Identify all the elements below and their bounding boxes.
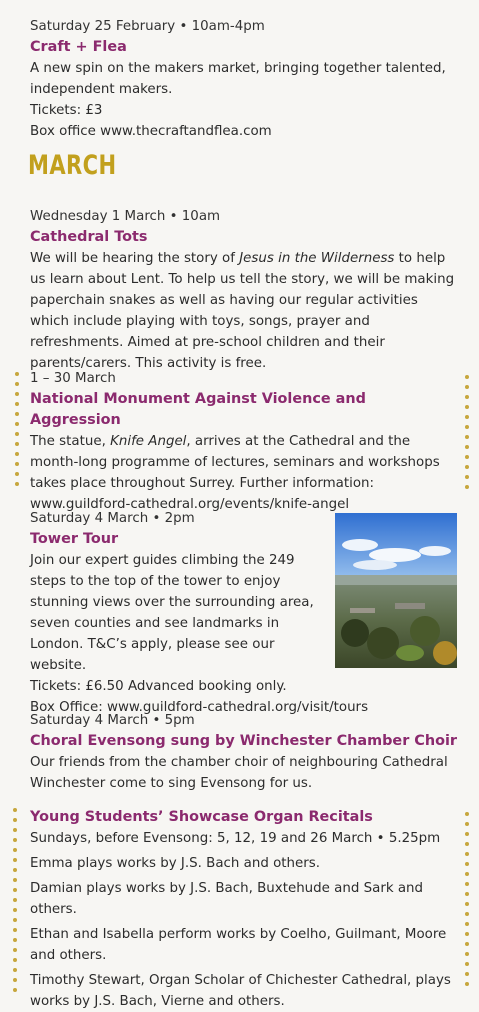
event-craft-flea: [30, 16, 460, 142]
decorative-dots-right: [465, 812, 470, 992]
event-date: 1 – 30 March: [30, 371, 116, 386]
event-description: We will be hearing the story of Jesus in the Wilderness to help us learn about Lent. To help us tell the story, we will be making paperchain snakes as well as having our regular activities which include playing with toys, songs, prayer and refreshments. Aimed at pre-school children and their parents/carers. This activity is free.: [30, 251, 455, 371]
decorative-dots-left: [15, 372, 20, 492]
recital-item: Damian plays works by J.S. Bach, Buxtehude and Sark and others.: [30, 881, 424, 917]
event-date: Saturday 4 March • 2pm: [30, 511, 195, 526]
event-organ-recitals: [30, 807, 460, 1012]
event-tower-tour: [30, 508, 369, 718]
event-tickets: Tickets: £6.50 Advanced booking only.: [30, 679, 287, 694]
event-title: Cathedral Tots: [30, 229, 148, 245]
landscape-image-icon: [335, 513, 457, 668]
tower-view-photo: [335, 513, 457, 668]
event-description: Our friends from the chamber choir of neighbouring Cathedral Winchester come to sing Evensong for us.: [30, 755, 448, 791]
event-title: Tower Tour: [30, 531, 119, 547]
decorative-dots-right: [465, 375, 470, 495]
event-date: Wednesday 1 March • 10am: [30, 209, 221, 224]
event-title: Craft + Flea: [30, 39, 127, 55]
recital-item: Timothy Stewart, Organ Scholar of Chichester Cathedral, plays works by J.S. Bach, Vierne and others.: [30, 973, 451, 1009]
decorative-dots-left: [13, 808, 18, 998]
event-title: Young Students’ Showcase Organ Recitals: [30, 809, 373, 825]
event-date: Saturday 25 February • 10am-4pm: [30, 19, 265, 34]
recital-item: Ethan and Isabella perform works by Coelho, Guilmant, Moore and others.: [30, 927, 447, 963]
event-knife-angel: [30, 368, 460, 515]
event-description: The statue, Knife Angel, arrives at the Cathedral and the month-long programme of lectures, seminars and workshops takes place throughout Surrey. Further information: www.guildford-cathedral.org/events/knife-angel: [30, 434, 440, 512]
event-box-office: Box Office: www.guildford-cathedral.org/visit/tours: [30, 700, 369, 715]
event-cathedral-tots: [30, 206, 460, 374]
event-date: Saturday 4 March • 5pm: [30, 713, 195, 728]
month-heading: MARCH: [28, 150, 117, 181]
event-title: Choral Evensong sung by Winchester Chamber Choir: [30, 733, 458, 749]
event-description: A new spin on the makers market, bringing together talented, independent makers.: [30, 61, 446, 97]
recital-item: Emma plays works by J.S. Bach and others.: [30, 856, 320, 871]
event-schedule: Sundays, before Evensong: 5, 12, 19 and 26 March • 5.25pm: [30, 831, 441, 846]
event-box-office: Box office www.thecraftandflea.com: [30, 124, 272, 139]
event-tickets: Tickets: £3: [30, 103, 103, 118]
event-title: National Monument Against Violence and Aggression: [30, 391, 366, 428]
event-description: Join our expert guides climbing the 249 steps to the top of the tower to enjoy stunning views over the surrounding area, seven counties and see landmarks in London. T&C’s apply, please see our website.: [30, 553, 314, 673]
event-evensong: [30, 710, 460, 794]
